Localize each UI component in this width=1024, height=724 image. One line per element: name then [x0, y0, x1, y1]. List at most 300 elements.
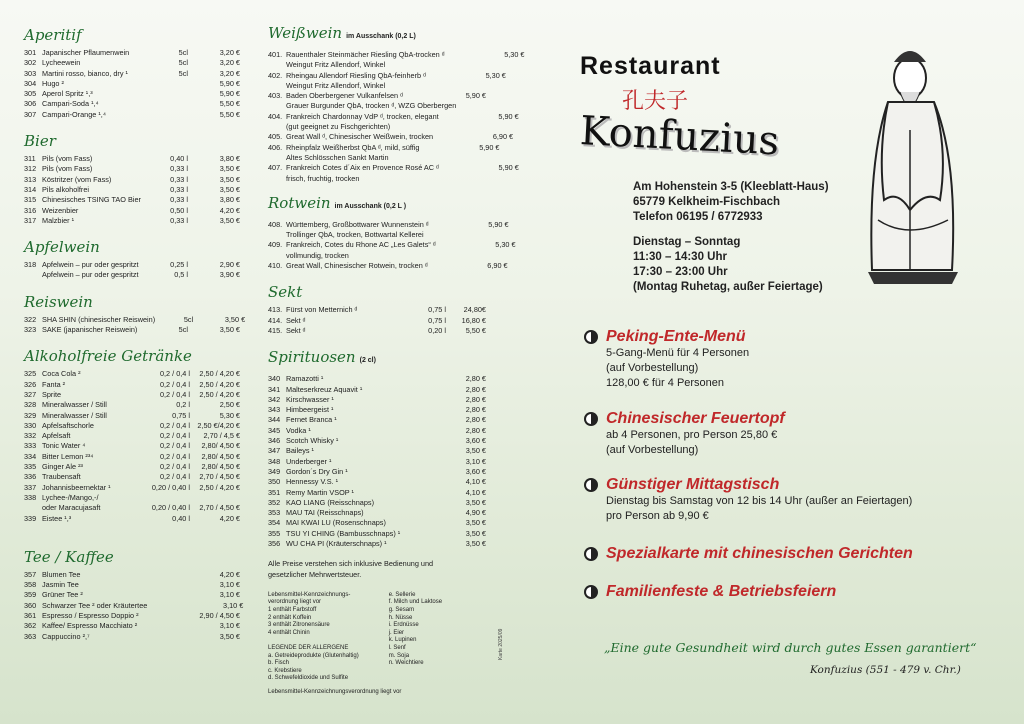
address-block — [633, 180, 829, 225]
item-price: 3,20 € — [219, 48, 240, 57]
footnote-line: 1 enthält Farbstoff — [268, 607, 317, 614]
item-quantity — [426, 71, 466, 81]
footnotes-left — [268, 592, 359, 683]
menu-item-row — [24, 400, 240, 410]
item-quantity: 0,33 l — [170, 195, 188, 205]
item-price: 3,50 € — [219, 164, 240, 174]
section-title-text: Tee / Kaffee — [24, 547, 114, 566]
menu-item-row — [24, 58, 240, 68]
item-quantity: 0,2 / 0,4 l — [159, 431, 190, 441]
item-name: Fanta ² — [42, 379, 66, 389]
item-quantity: 0,20 l — [428, 325, 446, 335]
item-quantity: 0,50 l — [170, 205, 188, 215]
item-number: 347 — [268, 446, 281, 456]
item-name: Underberger ¹ — [286, 456, 332, 466]
menu-item-row — [24, 175, 240, 185]
item-quantity — [428, 261, 468, 271]
menu-item-row — [24, 441, 240, 451]
item-price: 3,50 € — [219, 325, 240, 335]
feature-spezialkarte — [584, 545, 913, 563]
item-number: 346 — [268, 436, 281, 446]
menu-item-row — [24, 570, 240, 580]
item-quantity: 0,33 l — [170, 164, 188, 174]
item-quantity — [144, 570, 190, 580]
item-number: 306 — [24, 99, 37, 109]
item-name: Apfelsaftschorle — [42, 420, 94, 430]
item-price: 3,60 € — [465, 436, 486, 446]
item-name: Grauer Burgunder QbA, trocken ᵈ, WZG Oberbergen — [286, 101, 457, 111]
item-quantity — [406, 374, 446, 384]
item-price: 4,90 € — [465, 508, 486, 518]
menu-item-row — [268, 405, 486, 415]
section-subtitle: im Ausschank (0,2 L ) — [334, 202, 407, 210]
menu-item-row — [24, 411, 240, 421]
item-name: Malteserkreuz Aquavit ¹ — [286, 384, 363, 394]
item-number: 318 — [24, 260, 37, 270]
item-name: Trollinger QbA, trocken, Bottwartal Kellerei — [286, 230, 424, 240]
feature-title: Familienfeste & Betriebsfeiern — [606, 583, 837, 600]
item-name: Vodka ¹ — [286, 425, 311, 435]
footnote-line: 4 enthält Chinin — [268, 629, 310, 636]
item-price — [446, 153, 486, 163]
item-quantity — [439, 112, 479, 122]
item-name: Martini rosso, bianco, dry ¹ — [42, 68, 128, 78]
item-name: Malzbier ¹ — [42, 215, 75, 225]
item-name: Apfelwein – pur oder gespritzt — [42, 260, 139, 270]
item-number: 329 — [24, 410, 37, 420]
item-number: 403. — [268, 91, 283, 101]
item-number: 348 — [268, 456, 281, 466]
item-name: Apfelsaft — [42, 431, 71, 441]
menu-item-row — [268, 305, 486, 315]
item-price: 5,90 € — [488, 219, 509, 229]
item-price: 5,90 € — [498, 111, 519, 121]
item-quantity — [406, 405, 446, 415]
item-price: 3,50 € — [465, 538, 486, 548]
menu-item-row — [268, 539, 486, 549]
section-aperitif — [24, 26, 240, 120]
feature-line: (auf Vorbestellung) — [606, 362, 699, 374]
item-name: Hennessy V.S. ¹ — [286, 477, 339, 487]
feature-title: Peking-Ente-Menü — [606, 328, 746, 345]
item-number: 414. — [268, 315, 283, 325]
menu-item-row — [268, 395, 486, 405]
menu-item-row — [24, 580, 240, 590]
item-name: Eistee ¹,³ — [42, 513, 72, 523]
menu-item-row — [24, 421, 240, 431]
item-name: Weingut Fritz Allendorf, Winkel — [286, 80, 386, 90]
item-quantity: 0,33 l — [170, 184, 188, 194]
item-number: 342 — [268, 394, 281, 404]
menu-item-row — [24, 270, 240, 280]
item-price: 3,50 € — [219, 184, 240, 194]
menu-item-row — [268, 426, 486, 436]
item-price: 5,50 € — [219, 109, 240, 119]
item-price: 3,90 € — [219, 270, 240, 280]
item-quantity — [144, 580, 190, 590]
item-number: 353 — [268, 508, 281, 518]
item-number: 316 — [24, 205, 37, 215]
item-number: 341 — [268, 384, 281, 394]
item-price: 2,80 € — [465, 374, 486, 384]
footnote-line: i. Erdnüsse — [388, 622, 419, 629]
item-name: Coca Cola ² — [42, 369, 81, 379]
section-title-text: Apfelwein — [24, 238, 100, 257]
section-subtitle: (2 cl) — [359, 357, 376, 365]
menu-item-row — [24, 611, 240, 621]
item-name: Köstritzer (vom Fass) — [42, 174, 112, 184]
feature-peking-ente — [584, 328, 749, 391]
item-quantity — [406, 488, 446, 498]
menu-item-row — [24, 216, 240, 226]
item-name: Traubensaft — [42, 472, 81, 482]
section-bier — [24, 132, 240, 226]
item-number: 340 — [268, 374, 281, 384]
yin-yang-icon — [584, 585, 598, 599]
item-number: 330 — [24, 420, 37, 430]
item-number: 354 — [268, 518, 281, 528]
menu-item-row — [268, 122, 486, 132]
item-price: 2,70 / 4,50 € — [199, 472, 240, 482]
item-name: Chinesisches TSING TAO Bier — [42, 195, 141, 205]
item-name: Great Wall ᵈ, Chinesischer Weißwein, trocken — [286, 132, 434, 142]
item-quantity — [406, 415, 446, 425]
section-subtitle: im Ausschank (0,2 L) — [346, 33, 416, 40]
item-price: 4,20 € — [219, 205, 240, 215]
menu-item-row — [268, 81, 486, 91]
address-line: Am Hohenstein 3-5 (Kleeblatt-Haus) — [633, 181, 829, 193]
item-name: Fürst von Metternich ᵈ — [286, 305, 358, 315]
menu-item-row — [24, 452, 240, 462]
item-number: 360 — [24, 600, 37, 610]
section-title — [24, 548, 240, 566]
item-quantity — [424, 230, 464, 240]
item-number: 335 — [24, 462, 37, 472]
item-quantity — [144, 621, 190, 631]
item-price — [496, 101, 536, 111]
item-quantity — [406, 436, 446, 446]
menu-item-row — [24, 590, 240, 600]
footnote-line: a. Getreideprodukte (Glutenhaltig) — [268, 652, 359, 659]
feature-line: ab 4 Personen, pro Person 25,80 € — [606, 429, 778, 441]
menu-item-row — [24, 69, 240, 79]
item-number: 355 — [268, 528, 281, 538]
menu-item-row — [24, 79, 240, 89]
item-number: 362 — [24, 621, 37, 631]
footnote-line: j. Eier — [388, 629, 405, 636]
menu-item-row — [268, 230, 486, 240]
item-price: 3,50 € — [224, 314, 246, 324]
hours-line: Dienstag – Sonntag — [633, 236, 741, 248]
menu-item-row — [268, 508, 486, 518]
restaurant-name: Konfuzius — [578, 108, 781, 165]
menu-item-row — [268, 488, 486, 498]
item-number: 344 — [268, 415, 281, 425]
section-title — [24, 293, 240, 311]
item-quantity — [406, 518, 446, 528]
item-name: Grüner Tee ² — [42, 590, 83, 600]
item-quantity — [406, 122, 446, 132]
feature-mittagstisch — [584, 476, 912, 524]
item-number: 409. — [268, 240, 283, 250]
address-line: 65779 Kelkheim-Fischbach — [633, 196, 781, 208]
quote-author: Konfuzius (551 - 479 v. Chr.) — [810, 664, 961, 676]
item-quantity: 0,20 / 0,40 l — [151, 503, 190, 513]
yin-yang-icon — [584, 330, 598, 344]
footnote-line: 3 enthält Zitronensäure — [268, 622, 330, 629]
item-price — [190, 493, 240, 503]
yin-yang-icon — [584, 547, 598, 561]
menu-item-row — [268, 316, 486, 326]
menu-item-row — [268, 436, 486, 446]
item-number: 402. — [268, 70, 283, 80]
item-name: Aperol Spritz ¹,³ — [42, 89, 93, 99]
item-quantity — [406, 446, 446, 456]
item-name: Hugo ² — [42, 78, 64, 88]
item-name: Altes Schlösschen Sankt Martin — [286, 152, 389, 162]
item-quantity: 0,75 l — [428, 305, 446, 315]
menu-item-row — [268, 467, 486, 477]
menu-item-row — [24, 99, 240, 109]
item-quantity — [445, 50, 485, 60]
menu-item-row — [24, 600, 244, 611]
menu-item-row — [24, 185, 240, 195]
item-price: 2,90 / 4,50 € — [199, 610, 240, 620]
section-title — [24, 26, 240, 44]
item-quantity — [406, 385, 446, 395]
item-price: 3,80 € — [219, 154, 240, 164]
item-price: 2,70 / 4,5 € — [203, 431, 240, 441]
item-name: Sprite — [42, 389, 62, 399]
menu-item-row — [24, 503, 240, 513]
item-price: 5,30 € — [485, 70, 506, 80]
item-name: Bitter Lemon ²³⁴ — [42, 451, 94, 461]
item-price: 2,90 € — [219, 260, 240, 270]
menu-item-row — [24, 472, 240, 482]
menu-item-row — [268, 518, 486, 528]
section-title-text: Alkoholfreie Getränke — [24, 347, 192, 366]
item-name: oder Maracujasaft — [42, 503, 101, 513]
item-number: 361 — [24, 610, 37, 620]
item-number: 407. — [268, 163, 283, 173]
footnote-line: 2 enthält Koffein — [268, 614, 312, 621]
menu-item-row — [268, 261, 508, 271]
menu-item-row — [268, 50, 525, 60]
item-name: Pils alkoholfrei — [42, 184, 90, 194]
item-price: 3,20 € — [219, 68, 240, 78]
item-name: WU CHA PI (Kräuterschnaps) ¹ — [286, 538, 387, 548]
item-number: 337 — [24, 482, 37, 492]
hours-line: 11:30 – 14:30 Uhr — [633, 251, 727, 263]
item-name: Espresso / Espresso Doppio ² — [42, 610, 139, 620]
item-number: 401. — [268, 50, 283, 59]
menu-item-row — [24, 390, 240, 400]
item-number — [268, 251, 286, 261]
item-quantity: 0,33 l — [170, 215, 188, 225]
item-name: Apfelwein – pur oder gespritzt — [42, 270, 139, 280]
menu-item-row — [268, 529, 486, 539]
item-number: 358 — [24, 580, 37, 590]
item-price: 3,60 € — [465, 466, 486, 476]
menu-item-row — [24, 314, 246, 325]
item-number: 351 — [268, 487, 281, 497]
item-name: Jasmin Tee — [42, 580, 79, 590]
menu-item-row — [24, 380, 240, 390]
item-price: 2,70 / 4,50 € — [199, 503, 240, 513]
menu-item-row — [24, 325, 240, 335]
item-name: Cappuccino ²,⁷ — [42, 631, 90, 641]
item-price: 3,10 € — [219, 621, 240, 631]
item-price: 3,10 € — [465, 456, 486, 466]
yin-yang-icon — [584, 412, 598, 426]
feature-feuertopf — [584, 410, 785, 458]
menu-item-row — [24, 260, 240, 270]
item-number: 302 — [24, 58, 37, 68]
item-quantity — [144, 611, 190, 621]
item-quantity — [406, 81, 446, 91]
item-name: Rheingau Allendorf Riesling QbA-feinherb ᵈ — [286, 70, 426, 80]
item-quantity — [147, 601, 193, 611]
item-quantity — [406, 251, 446, 261]
item-quantity: 0,75 l — [428, 315, 446, 325]
item-quantity — [150, 110, 188, 120]
menu-item-row — [268, 174, 486, 184]
footnote-line: LEGENDE DER ALLERGENE — [268, 645, 349, 652]
item-price: 3,50 € — [465, 518, 486, 528]
footnotes — [268, 592, 486, 683]
item-price: 3,50 € — [465, 446, 486, 456]
menu-item-row — [268, 498, 486, 508]
section-title — [268, 283, 486, 301]
menu-item-row — [268, 101, 486, 111]
item-name: SAKE (japanischer Reiswein) — [42, 325, 138, 335]
item-price: 3,50 € — [219, 215, 240, 225]
feature-line: 128,00 € für 4 Personen — [606, 377, 725, 389]
item-name: Mineralwasser / Still — [42, 400, 107, 410]
restaurant-chinese: 孔夫子 — [622, 89, 689, 114]
menu-item-row — [268, 153, 486, 163]
item-price: 3,20 € — [219, 58, 240, 68]
item-price — [446, 60, 486, 70]
item-name: Frankreich Chardonnay VdP ᵈ, trocken, elegant — [286, 111, 439, 121]
phone-line: Telefon 06195 / 6772933 — [633, 211, 763, 223]
item-quantity: 5cl — [178, 68, 188, 78]
item-name: Frankreich Cotes d´Aix en Provence Rosé AC ᵈ — [286, 163, 439, 173]
item-number — [268, 122, 286, 132]
item-number: 328 — [24, 400, 37, 410]
item-name: Sekt ᵈ — [286, 315, 306, 325]
item-quantity — [406, 529, 446, 539]
item-number: 305 — [24, 89, 37, 99]
item-number: 356 — [268, 538, 281, 548]
item-price: 2,80 € — [465, 394, 486, 404]
menu-item-row — [24, 431, 240, 441]
item-price: 2,50 / 4,20 € — [199, 379, 240, 389]
menu-item-row — [268, 385, 486, 395]
item-quantity: 0,2 / 0,4 l — [159, 441, 190, 451]
feature-line: (auf Vorbestellung) — [606, 444, 699, 456]
item-number: 404. — [268, 111, 283, 121]
item-name: Rauenthaler Steinmächer Riesling QbA-trocken ᵈ — [286, 50, 445, 59]
item-quantity: 0,2 l — [176, 400, 190, 410]
section-title-text: Spirituosen — [268, 348, 356, 367]
item-quantity — [406, 153, 446, 163]
item-name: Weizenbier — [42, 205, 79, 215]
item-price: 2,80 € — [465, 384, 486, 394]
item-name: Baileys ¹ — [286, 446, 314, 456]
menu-item-row — [24, 493, 240, 503]
item-price: 2,80 € — [465, 415, 486, 425]
item-price: 5,90 € — [465, 91, 486, 101]
item-name: Tonic Water ⁴ — [42, 441, 86, 451]
item-number — [268, 153, 286, 163]
section-tee — [24, 547, 244, 642]
footnote-line: l. Senf — [388, 645, 406, 652]
item-number: 311 — [24, 154, 36, 164]
item-price: 5,30 € — [504, 50, 525, 59]
item-price: 4,20 € — [219, 569, 240, 579]
item-quantity: 5cl — [178, 58, 188, 68]
item-name: Ramazotti ¹ — [286, 374, 324, 384]
item-quantity — [406, 457, 446, 467]
item-number: 313 — [24, 174, 37, 184]
item-number: 303 — [24, 68, 37, 78]
item-price — [446, 251, 486, 261]
item-number: 336 — [24, 472, 37, 482]
menu-item-row — [24, 164, 240, 174]
item-number: 339 — [24, 513, 37, 523]
item-quantity: 0,2 / 0,4 l — [159, 462, 190, 472]
item-number: 327 — [24, 389, 37, 399]
restaurant-word: Restaurant — [580, 52, 721, 80]
item-price: 3,10 € — [219, 590, 240, 600]
footnote-line: m. Soja — [388, 652, 410, 659]
footnote-line — [268, 637, 359, 645]
item-price: 2,50 / 4,20 € — [199, 369, 240, 379]
item-number: 363 — [24, 631, 37, 641]
item-name: Lychee-/Mango,-/ — [42, 492, 99, 502]
footnote-line: f. Milch und Laktose — [388, 599, 443, 606]
item-name: MAI KWAI LU (Rosenschnaps) — [286, 518, 386, 528]
item-name: Kaffee/ Espresso Macchiato ² — [42, 621, 138, 631]
item-quantity — [419, 143, 459, 153]
item-quantity: 0,75 l — [172, 410, 190, 420]
item-name: Baden Oberbergener Vulkanfelsen ᵈ — [286, 91, 403, 101]
item-name: Württemberg, Großbottwarer Wunnenstein ᵈ — [286, 219, 429, 229]
menu-item-row — [268, 477, 486, 487]
section-sekt — [268, 283, 486, 336]
item-number: 325 — [24, 369, 37, 379]
item-price — [446, 81, 486, 91]
feature-line: pro Person ab 9,90 € — [606, 510, 709, 522]
feature-title: Chinesischer Feuertopf — [606, 410, 785, 427]
item-name: Johannisbeernektar ¹ — [42, 482, 111, 492]
item-name: Gordon´s Dry Gin ¹ — [286, 466, 348, 476]
menu-item-row — [268, 60, 486, 70]
item-name: Pils (vom Fass) — [42, 164, 93, 174]
section-title-text: Sekt — [268, 283, 303, 302]
item-price: 4,10 € — [465, 487, 486, 497]
item-number: 406. — [268, 142, 283, 152]
section-title — [268, 194, 486, 216]
item-number — [24, 270, 42, 280]
menu-item-row — [24, 195, 240, 205]
menu-item-row — [268, 219, 509, 230]
item-number — [268, 60, 286, 70]
menu-item-row — [24, 514, 240, 524]
menu-item-row — [24, 110, 240, 120]
confucius-figure-illustration — [848, 40, 978, 290]
